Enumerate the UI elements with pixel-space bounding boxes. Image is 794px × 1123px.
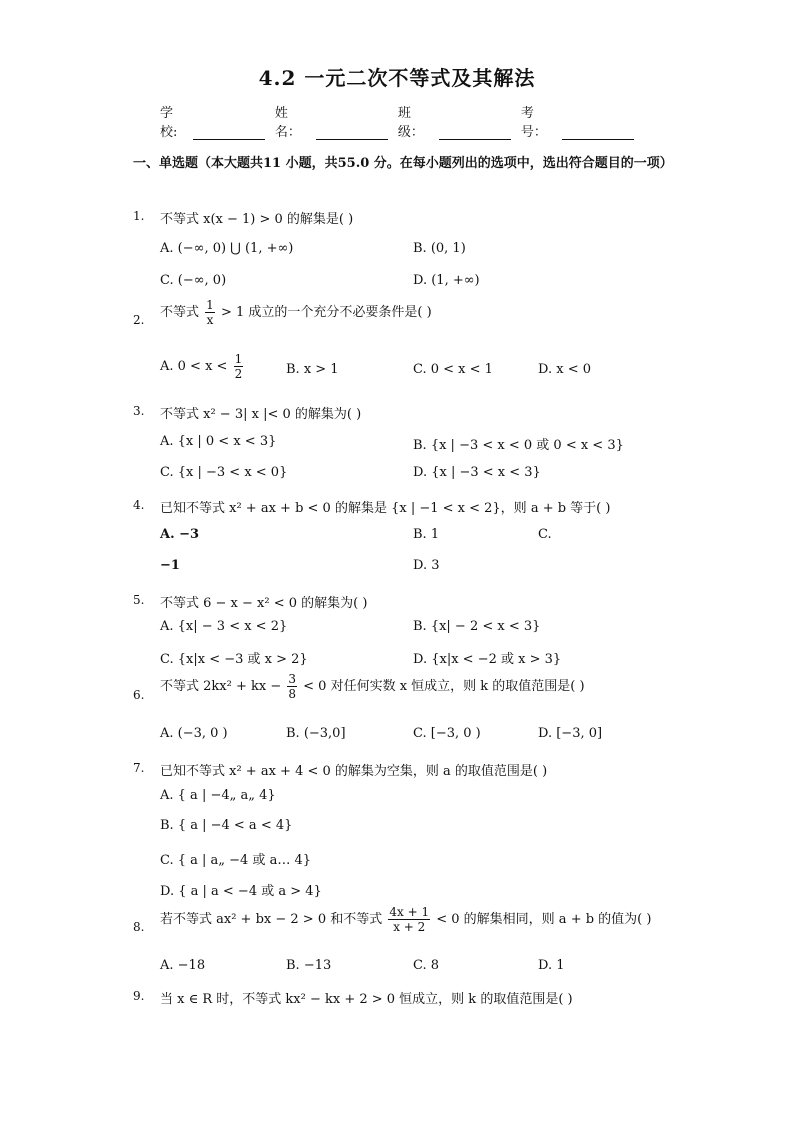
option-c[interactable]: C. (−∞, 0) <box>160 273 227 288</box>
fraction <box>205 298 215 327</box>
option-a[interactable]: A. {x| − 3 < x < 2} <box>160 619 288 634</box>
option-b[interactable]: B. {x| − 2 < x < 3} <box>413 619 541 634</box>
name-label: 姓名： <box>274 106 301 140</box>
option-b[interactable]: B. { a | −4 < a < 4} <box>160 818 293 833</box>
option-c[interactable]: C. {x | −3 < x < 0} <box>160 465 288 480</box>
fraction <box>388 905 430 934</box>
question-stem: 不等式 x(x − 1) > 0 的解集是( ) <box>160 212 354 227</box>
page-title: 4.2 一元二次不等式及其解法 <box>258 66 536 90</box>
option-c-value[interactable]: −1 <box>160 558 180 573</box>
exam-no-label: 考号： <box>520 106 547 140</box>
stem-text: 不等式 <box>160 305 200 320</box>
fraction-denominator: x + 2 <box>393 920 426 934</box>
option-c[interactable]: C. <box>538 527 552 542</box>
option-c[interactable]: C. 0 < x < 1 <box>413 362 493 377</box>
question-number: 6. <box>133 688 145 702</box>
fraction-numerator: 1 <box>234 352 243 366</box>
option-b[interactable]: B. {x | −3 < x < 0 或 0 < x < 3} <box>413 438 624 453</box>
option-d[interactable]: D. {x | −3 < x < 3} <box>413 465 541 480</box>
name-blank[interactable] <box>316 125 388 140</box>
option-d[interactable]: D. (1, +∞) <box>413 273 480 288</box>
option-b[interactable]: B. 1 <box>413 527 440 542</box>
question-stem <box>160 298 432 327</box>
stem-text: > 1 成立的一个充分不必要条件是( ) <box>220 305 432 320</box>
question-stem <box>160 672 585 701</box>
class-label: 班级： <box>397 106 424 140</box>
option-b[interactable]: B. −13 <box>286 958 332 973</box>
option-c[interactable]: C. [−3, 0 ) <box>413 726 481 741</box>
option-b[interactable]: B. (0, 1) <box>413 241 466 256</box>
fraction <box>234 352 244 381</box>
option-d[interactable]: D. x < 0 <box>538 362 591 377</box>
question-stem: 已知不等式 x² + ax + b < 0 的解集是 {x | −1 < x < 2}，则 a + b 等于( ) <box>160 501 611 516</box>
stem-text: 不等式 2kx² + kx − <box>160 679 282 694</box>
fraction-numerator: 4x + 1 <box>389 905 430 919</box>
question-stem <box>160 905 651 934</box>
option-b[interactable]: B. x > 1 <box>286 362 339 377</box>
stem-text: < 0 对任何实数 x 恒成立，则 k 的取值范围是( ) <box>303 679 585 694</box>
class-blank[interactable] <box>439 125 511 140</box>
option-d[interactable]: D. { a | a < −4 或 a > 4} <box>160 884 322 899</box>
option-a[interactable]: A. (−3, 0 ) <box>160 726 228 741</box>
question-number: 3. <box>133 404 145 418</box>
question-number: 4. <box>133 498 145 512</box>
question-number: 7. <box>133 761 145 775</box>
question-number: 9. <box>133 989 145 1003</box>
option-d[interactable]: D. 3 <box>413 558 440 573</box>
fraction <box>287 672 297 701</box>
option-b[interactable]: B. (−3,0] <box>286 726 346 741</box>
school-label: 学校: <box>160 106 178 140</box>
option-text: A. 0 < x < <box>160 359 228 374</box>
question-stem: 已知不等式 x² + ax + 4 < 0 的解集为空集，则 a 的取值范围是( ) <box>160 764 548 779</box>
fraction-numerator: 3 <box>288 672 296 686</box>
option-a[interactable]: A. −3 <box>160 527 200 542</box>
school-blank[interactable] <box>193 125 265 140</box>
option-a[interactable]: A. −18 <box>160 958 206 973</box>
question-stem: 不等式 6 − x − x² < 0 的解集为( ) <box>160 596 368 611</box>
option-a[interactable]: A. (−∞, 0) ⋃ (1, +∞) <box>160 241 294 256</box>
question-stem: 当 x ∈ R 时，不等式 kx² − kx + 2 > 0 恒成立，则 k 的取值范围是( ) <box>160 992 573 1007</box>
option-d[interactable]: D. 1 <box>538 958 565 973</box>
option-a[interactable]: A. { a | −4„ a„ 4} <box>160 788 276 803</box>
option-d[interactable]: D. {x|x < −2 或 x > 3} <box>413 652 562 667</box>
question-stem: 不等式 x² − 3| x |< 0 的解集为( ) <box>160 407 362 422</box>
question-number: 8. <box>133 920 145 934</box>
question-number: 5. <box>133 593 145 607</box>
question-number: 2. <box>133 313 145 327</box>
stem-text: < 0 的解集相同，则 a + b 的值为( ) <box>436 912 652 927</box>
stem-text: 若不等式 ax² + bx − 2 > 0 和不等式 <box>160 912 383 927</box>
section-heading: 一、单选题（本大题共11 小题，共55.0 分。在每小题列出的选项中，选出符合题目的一项） <box>133 156 673 171</box>
option-a[interactable] <box>160 352 245 381</box>
option-c[interactable]: C. {x|x < −3 或 x > 2} <box>160 652 308 667</box>
exam-no-blank[interactable] <box>562 125 634 140</box>
question-number: 1. <box>133 209 145 223</box>
fraction-numerator: 1 <box>206 298 214 312</box>
fraction-denominator: 8 <box>288 687 296 701</box>
option-c[interactable]: C. { a | a„ −4 或 a… 4} <box>160 853 312 868</box>
fraction-denominator: 2 <box>234 367 243 381</box>
fraction-denominator: x <box>206 313 214 327</box>
option-c[interactable]: C. 8 <box>413 958 440 973</box>
student-info-line <box>160 102 640 140</box>
option-a[interactable]: A. {x | 0 < x < 3} <box>160 434 277 449</box>
option-d[interactable]: D. [−3, 0] <box>538 726 603 741</box>
